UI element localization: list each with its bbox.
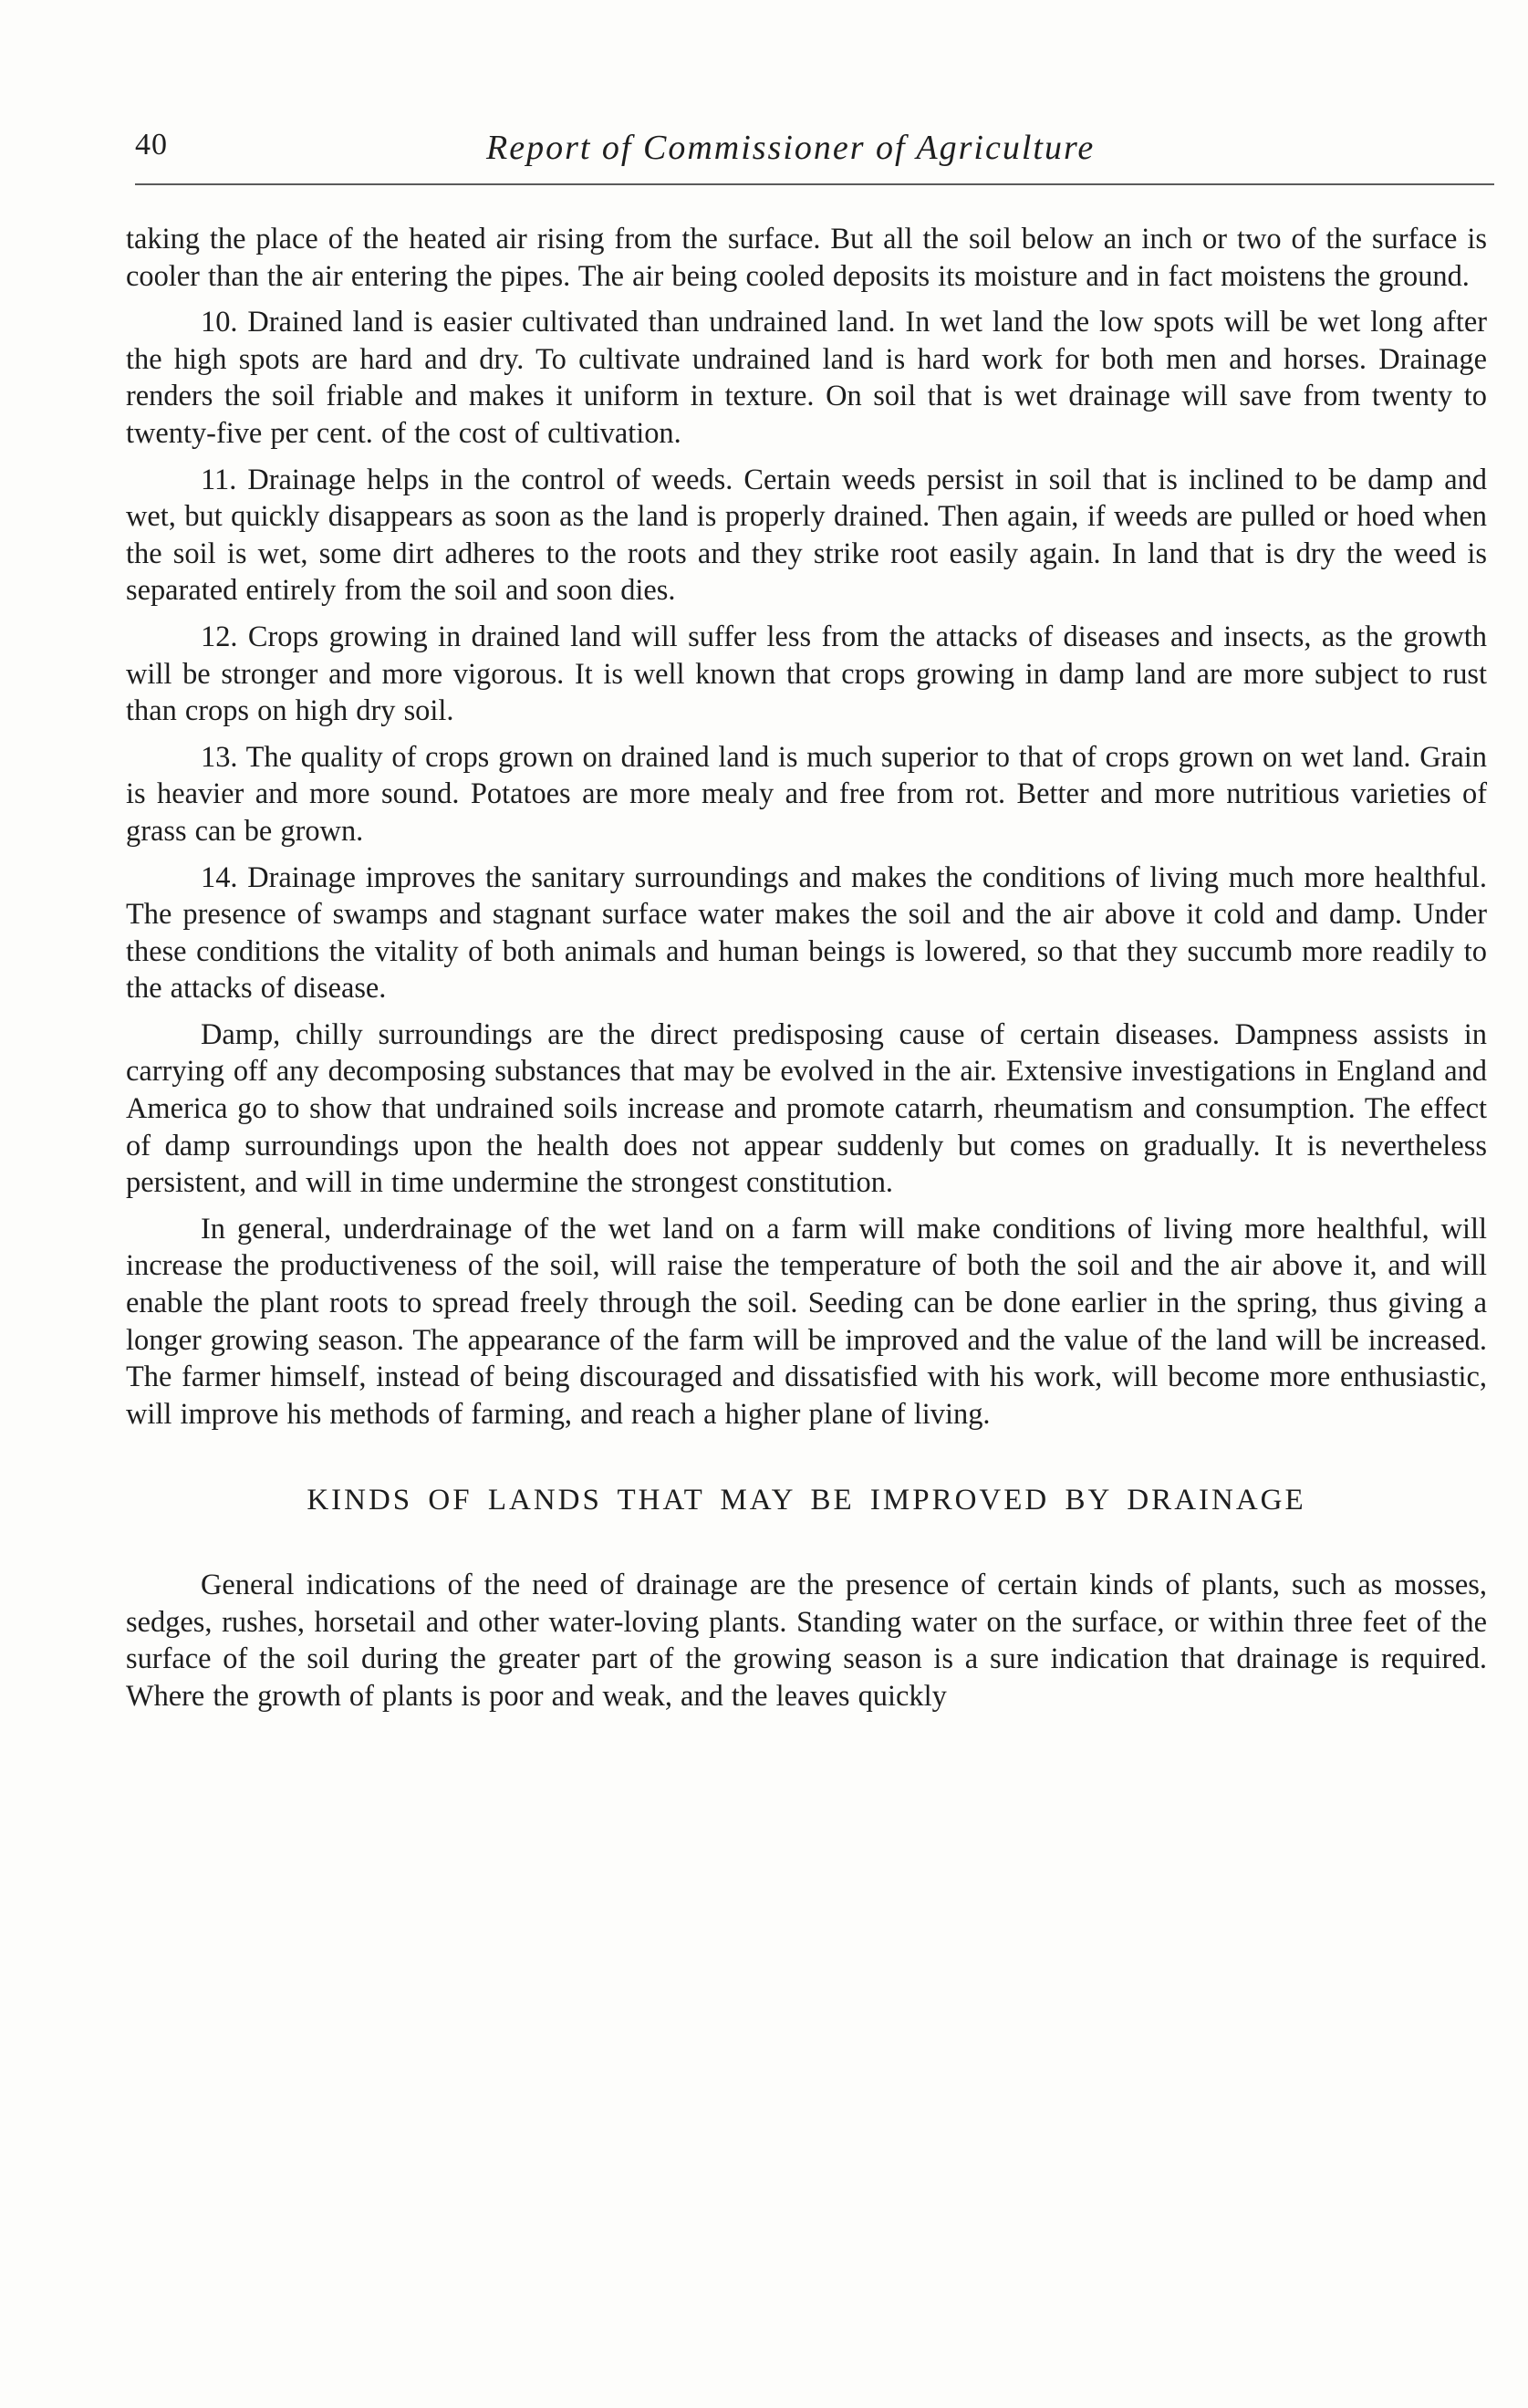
paragraph-in-general: In general, underdrainage of the wet land on a farm will make conditions of living more healthful, will increase the productiveness of the soil, will raise the temperature of both the soil and the air above it, and will enable the plant roots to spread freely through the soil. Seeding can be done earlier in the spring, thus giving a longer growing season. The appearance of the farm will be improved and the value of the land will be increased. The farmer himself, instead of being discouraged and dissatisfied with his work, will become more enthusiastic, will improve his methods of farming, and reach a higher plane of living. [126,1212,1487,1431]
paragraph-item-10: 10. Drained land is easier cultivated than undrained land. In wet land the low spots will be wet long after the high spots are hard and dry. To cultivate undrained land is hard work for both men and horses. Drainage renders the soil friable and makes it uniform in texture. On soil that is wet drainage will save from twenty to twenty-five per cent. of the cost of cultivation. [126,306,1487,450]
page-number: 40 [135,128,168,162]
paragraph-damp-surroundings: Damp, chilly surroundings are the direct predisposing cause of certain diseases. Dampness assists in carrying off any decomposing substances that may be evolved in the air. Extensive investigations in England and America go to show that undrained soils increase and promote catarrh, rheumatism and consumption. The effect of damp surroundings upon the health does not appear suddenly but comes on gradually. It is nevertheless persistent, and will in time undermine the strongest constitution. [126,1017,1487,1200]
section-heading: KINDS OF LANDS THAT MAY BE IMPROVED BY DRAINAGE [307,1484,1306,1517]
paragraph-item-14: 14. Drainage improves the sanitary surroundings and makes the conditions of living much more healthful. The presence of swamps and stagnant surface water makes the soil and the air above it cold and damp. Under these conditions the vitality of both animals and human beings is lowered, so that they succumb more readily to the attacks of disease. [126,860,1487,1006]
header-rule [135,183,1494,185]
running-title: Report of Commissioner of Agriculture [486,129,1096,167]
running-head [135,128,1494,182]
body-text [126,221,1487,1724]
paragraph-continued: taking the place of the heated air rising from the surface. But all the soil below an inch or two of the surface is cooler than the air entering the pipes. The air being cooled deposits its moisture and in fact moistens the ground. [126,223,1487,293]
paragraph-item-12: 12. Crops growing in drained land will suffer less from the attacks of diseases and insects, as the growth will be stronger and more vigorous. It is well known that crops growing in damp land are more subject to rust than crops on high dry soil. [126,620,1487,728]
paragraph-item-13: 13. The quality of crops grown on drained land is much superior to that of crops grown on wet land. Grain is heavier and more sound. Potatoes are more mealy and free from rot. Better and more nutritious varieties of grass can be grown. [126,740,1487,848]
paragraph-item-11: 11. Drainage helps in the control of weeds. Certain weeds persist in soil that is inclined to be damp and wet, but quickly disappears as soon as the land is properly drained. Then again, if weeds are pulled or hoed when the soil is wet, some dirt adheres to the roots and they strike root easily again. In land that is dry the weed is separated entirely from the soil and soon dies. [126,463,1487,608]
paragraph-general-indications: General indications of the need of drainage are the presence of certain kinds of plants, such as mosses, sedges, rushes, horsetail and other water-loving plants. Standing water on the surface, or within three feet of the surface of the soil during the greater part of the growing season is a sure indication that drainage is required. Where the growth of plants is poor and weak, and the leaves quickly [126,1569,1487,1713]
